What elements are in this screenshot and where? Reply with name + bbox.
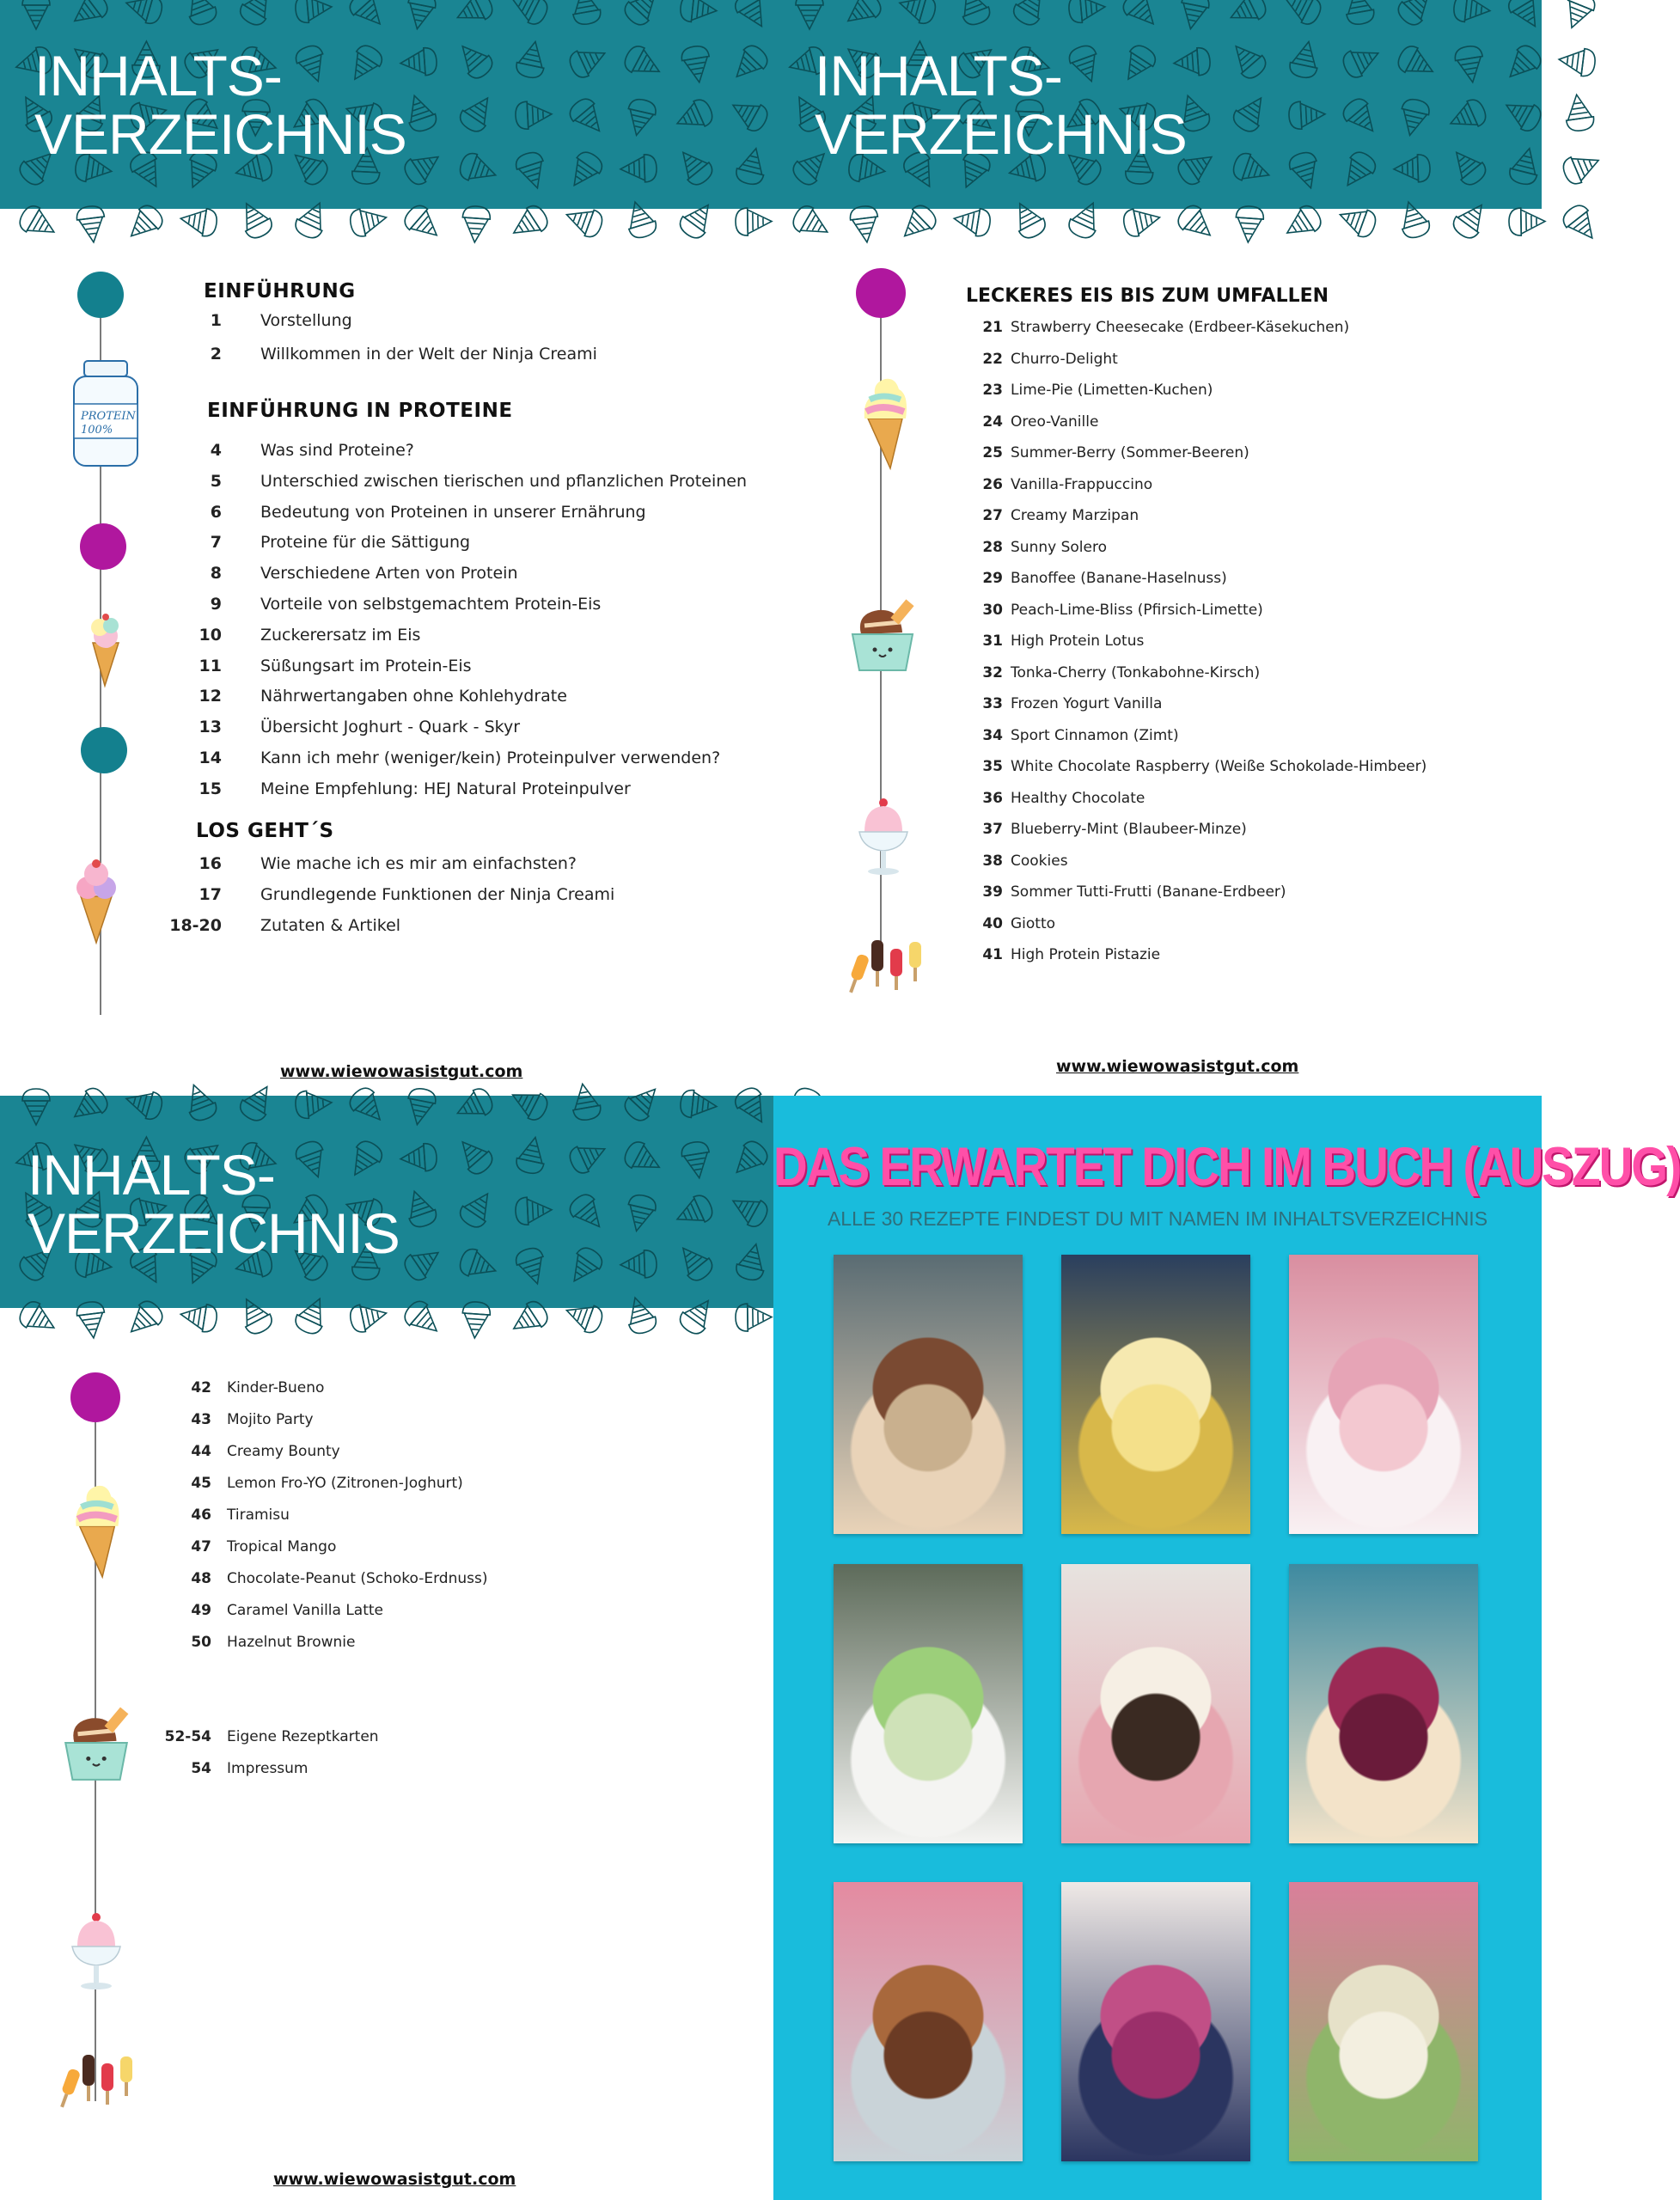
section-heading: LECKERES EIS BIS ZUM UMFALLEN	[966, 285, 1329, 307]
page-number: 8	[210, 564, 222, 584]
sundae-icon	[856, 792, 911, 877]
entry-title: Tiramisu	[227, 1506, 290, 1524]
entry-title: Hazelnut Brownie	[227, 1634, 356, 1651]
ice-cream-cone-icon	[856, 374, 914, 470]
entry-title: Vorteile von selbstgemachtem Protein-Eis	[260, 595, 602, 614]
chocolate-waffle-bowl-photo	[834, 1882, 1023, 2161]
page-number: 30	[982, 601, 1003, 619]
page-number: 2	[210, 345, 222, 364]
page-number: 52-54	[164, 1728, 211, 1745]
page-number: 46	[191, 1506, 211, 1524]
page-number: 33	[982, 695, 1003, 712]
timeline-dot-teal	[77, 272, 124, 318]
entry-title: Impressum	[227, 1760, 309, 1777]
page-number: 6	[210, 502, 222, 522]
page-number: 21	[982, 319, 1003, 336]
lime-ice-cream-photo	[834, 1564, 1023, 1843]
page-number: 28	[982, 538, 1003, 556]
entry-title: Summer-Berry (Sommer-Beeren)	[1011, 444, 1249, 461]
entry-title: Giotto	[1011, 914, 1056, 932]
page-number: 35	[982, 758, 1003, 775]
sundae-icon	[69, 1907, 124, 1991]
section-heading: LOS GEHT´S	[196, 820, 334, 842]
entry-title: Healthy Chocolate	[1011, 789, 1145, 807]
ice-cream-cup-icon	[847, 596, 918, 674]
entry-title: Sport Cinnamon (Zimt)	[1011, 726, 1179, 744]
entry-title: Strawberry Cheesecake (Erdbeer-Käsekuchen)	[1011, 319, 1350, 336]
toc-banner	[0, 0, 773, 209]
ice-cream-cone-icon	[67, 1481, 127, 1579]
page-number: 10	[199, 625, 222, 645]
entry-title: High Protein Lotus	[1011, 632, 1145, 650]
website-url[interactable]: www.wiewowasistgut.com	[273, 2170, 516, 2189]
entry-title: Sunny Solero	[1011, 538, 1107, 556]
entry-title: Grundlegende Funktionen der Ninja Creami	[260, 884, 615, 904]
blueberry-ice-cream-photo	[1061, 1882, 1250, 2161]
book-teaser-page	[773, 1096, 1680, 2200]
pistachio-ice-cream-photo	[1289, 1882, 1478, 2161]
entry-title: Kann ich mehr (weniger/kein) Proteinpulver verwenden?	[260, 749, 721, 767]
entry-title: Zuckerersatz im Eis	[260, 625, 421, 645]
title-line-1: INHALTS-	[34, 44, 282, 107]
section-heading: EINFÜHRUNG IN PROTEINE	[207, 400, 513, 422]
entry-title: Creamy Bounty	[227, 1443, 340, 1460]
page-number: 1	[210, 311, 222, 330]
timeline-dot-magenta	[80, 523, 126, 570]
page-number: 50	[191, 1634, 211, 1651]
toc-page-1	[0, 0, 773, 1096]
entry-title: Frozen Yogurt Vanilla	[1011, 695, 1163, 712]
section-heading: EINFÜHRUNG	[204, 280, 356, 302]
entry-title: Verschiedene Arten von Protein	[260, 564, 518, 584]
entry-title: Süßungsart im Protein-Eis	[260, 656, 472, 675]
entry-title: Was sind Proteine?	[260, 441, 414, 460]
page-number: 47	[191, 1538, 211, 1555]
page-number: 40	[982, 914, 1003, 932]
entry-title: Sommer Tutti-Frutti (Banane-Erdbeer)	[1011, 883, 1286, 901]
page-number: 39	[982, 883, 1003, 901]
title-line-2: VERZEICHNIS	[34, 102, 406, 166]
page-number: 17	[199, 884, 222, 904]
title-line-2: VERZEICHNIS	[815, 102, 1187, 166]
entry-title: Churro-Delight	[1011, 350, 1118, 368]
page-number: 26	[982, 475, 1003, 493]
page-number: 48	[191, 1570, 211, 1587]
title-line-2: VERZEICHNIS	[27, 1201, 400, 1265]
page-number: 42	[191, 1379, 211, 1396]
jar-label-1: PROTEIN	[81, 410, 136, 423]
entry-title: Tropical Mango	[227, 1538, 337, 1555]
berry-sorbet-photo	[1289, 1564, 1478, 1843]
page-number: 18-20	[169, 915, 222, 935]
entry-title: Lime-Pie (Limetten-Kuchen)	[1011, 382, 1213, 399]
page-number: 13	[199, 718, 222, 737]
page-number: 15	[199, 779, 222, 798]
page-number: 4	[210, 441, 222, 460]
ice-cream-cup-photo	[834, 1255, 1023, 1534]
toc-page-2	[773, 0, 1542, 1096]
entry-title: Tonka-Cherry (Tonkabohne-Kirsch)	[1011, 663, 1261, 681]
entry-title: Eigene Rezeptkarten	[227, 1728, 379, 1745]
timeline-dot-magenta	[856, 268, 906, 318]
title-line-1: INHALTS-	[27, 1143, 275, 1207]
entry-title: Caramel Vanilla Latte	[227, 1602, 384, 1619]
page-number: 22	[982, 350, 1003, 368]
page-number: 45	[191, 1475, 211, 1492]
toc-page-3	[0, 1096, 773, 2200]
page-number: 12	[199, 687, 222, 706]
chocolate-dipped-scoops-photo	[1061, 1564, 1250, 1843]
entry-title: Unterschied zwischen tierischen und pflanzlichen Proteinen	[260, 471, 747, 491]
toc-banner	[0, 1096, 773, 1308]
entry-title: Oreo-Vanille	[1011, 412, 1099, 431]
teaser-subtitle: ALLE 30 REZEPTE FINDEST DU MIT NAMEN IM INHALTSVERZEICHNIS	[827, 1207, 1488, 1230]
entry-title: High Protein Pistazie	[1011, 946, 1161, 963]
title-line-1: INHALTS-	[815, 44, 1062, 107]
page-number: 37	[982, 821, 1003, 838]
page-number: 44	[191, 1443, 211, 1460]
page-number: 36	[982, 789, 1003, 807]
lemon-ice-cream-photo	[1061, 1255, 1250, 1534]
entry-title: Banoffee (Banane-Haselnuss)	[1011, 570, 1227, 587]
entry-title: Kinder-Bueno	[227, 1379, 325, 1396]
page-number: 11	[199, 656, 222, 675]
entry-title: Vorstellung	[260, 311, 352, 330]
page-number: 32	[982, 663, 1003, 681]
jar-label-2: 100%	[81, 424, 113, 437]
entry-title: Willkommen in der Welt der Ninja Creami	[260, 345, 597, 364]
entry-title: Mojito Party	[227, 1411, 314, 1428]
page-number: 9	[210, 595, 222, 614]
entry-title: Zutaten & Artikel	[260, 915, 401, 935]
toc-banner	[773, 0, 1542, 209]
ice-cream-cone-icon	[72, 859, 120, 944]
page-number: 41	[982, 946, 1003, 963]
page-number: 34	[982, 726, 1003, 744]
website-url[interactable]: www.wiewowasistgut.com	[1056, 1057, 1299, 1076]
page-number: 14	[199, 749, 222, 767]
entry-title: Vanilla-Frappuccino	[1011, 475, 1153, 493]
timeline-dot-magenta	[70, 1372, 120, 1422]
entry-title: Cookies	[1011, 852, 1068, 870]
timeline-dot-teal	[81, 727, 127, 773]
entry-title: Übersicht Joghurt - Quark - Skyr	[260, 718, 521, 737]
banner-title	[34, 44, 406, 166]
entry-title: Wie mache ich es mir am einfachsten?	[260, 854, 577, 873]
ice-cream-cone-icon	[86, 614, 125, 688]
banner-title	[27, 1143, 400, 1265]
page-number: 16	[199, 854, 222, 873]
page-number: 49	[191, 1602, 211, 1619]
entry-title: Meine Empfehlung: HEJ Natural Proteinpulver	[260, 779, 631, 798]
page-number: 7	[210, 533, 222, 553]
page-number: 24	[982, 412, 1003, 431]
page-number: 23	[982, 382, 1003, 399]
page-number: 27	[982, 507, 1003, 524]
entry-title: Proteine für die Sättigung	[260, 533, 471, 553]
entry-title: Peach-Lime-Bliss (Pfirsich-Limette)	[1011, 601, 1263, 619]
entry-title: Lemon Fro-YO (Zitronen-Joghurt)	[227, 1475, 463, 1492]
page-number: 29	[982, 570, 1003, 587]
entry-title: Blueberry-Mint (Blaubeer-Minze)	[1011, 821, 1247, 838]
teaser-title: DAS ERWARTET DICH IM BUCH (AUSZUG)	[773, 1135, 1680, 1197]
ice-cream-cup-icon	[60, 1704, 132, 1783]
entry-title: Bedeutung von Proteinen in unserer Ernährung	[260, 502, 646, 522]
popsicles-icon	[57, 2051, 139, 2111]
entry-title: Nährwertangaben ohne Kohlehydrate	[260, 687, 567, 706]
entry-title: White Chocolate Raspberry (Weiße Schokolade-Himbeer)	[1011, 758, 1427, 775]
popsicles-icon	[846, 937, 928, 997]
page-number: 25	[982, 444, 1003, 461]
raspberry-ice-cream-photo	[1289, 1255, 1478, 1534]
entry-title: Chocolate-Peanut (Schoko-Erdnuss)	[227, 1570, 488, 1587]
entry-title: Creamy Marzipan	[1011, 507, 1139, 524]
page-number: 43	[191, 1411, 211, 1428]
page-number: 38	[982, 852, 1003, 870]
banner-title	[815, 44, 1187, 166]
page-number: 31	[982, 632, 1003, 650]
page-number: 5	[210, 471, 222, 491]
website-url[interactable]: www.wiewowasistgut.com	[280, 1062, 523, 1081]
protein-jar-icon	[69, 359, 143, 469]
page-number: 54	[191, 1760, 211, 1777]
